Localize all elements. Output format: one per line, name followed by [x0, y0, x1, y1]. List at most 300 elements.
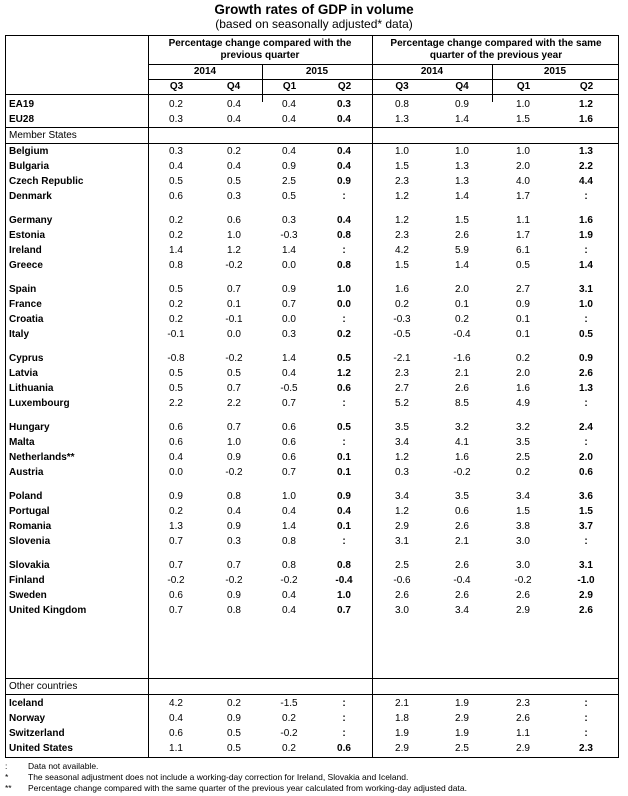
cell-value: 1.7	[516, 191, 530, 202]
cell-value: 1.0	[337, 284, 351, 295]
cell-value: -0.2	[280, 728, 298, 739]
footnote-text: Data not available.	[28, 761, 99, 771]
cell-value: 0.6	[337, 743, 351, 754]
cell-value: 1.7	[516, 230, 530, 241]
year-header: 2014	[420, 66, 444, 77]
cell-value: 0.4	[337, 215, 351, 226]
cell-value: 2.7	[516, 284, 530, 295]
footnote-text: The seasonal adjustment does not include a working-day correction for Ireland, Slovakia and Iceland.	[28, 772, 409, 782]
table-row	[6, 144, 618, 159]
cell-value: 0.5	[169, 368, 183, 379]
row-label: Spain	[9, 284, 37, 295]
cell-value: 2.9	[516, 605, 530, 616]
cell-value: 0.6	[455, 506, 469, 517]
cell-value: 5.9	[455, 245, 469, 256]
cell-value: 0.2	[395, 299, 409, 310]
cell-value: 0.8	[227, 491, 241, 502]
table-row	[6, 741, 618, 756]
cell-value: 1.1	[516, 728, 530, 739]
cell-value: 3.6	[579, 491, 593, 502]
cell-value: 2.6	[579, 605, 593, 616]
cell-value: 1.2	[395, 452, 409, 463]
cell-value: 3.2	[516, 422, 530, 433]
section-rule	[6, 127, 618, 128]
cell-value: 3.1	[579, 284, 593, 295]
cell-value: 3.4	[455, 605, 469, 616]
cell-value: 0.4	[169, 713, 183, 724]
row-label: Hungary	[9, 422, 50, 433]
cell-value: 0.4	[337, 161, 351, 172]
cell-value: 2.2	[579, 161, 593, 172]
table-row	[6, 504, 618, 519]
cell-value: 2.6	[455, 590, 469, 601]
cell-value: 0.5	[227, 176, 241, 187]
row-label: Sweden	[9, 590, 47, 601]
cell-value: 0.6	[227, 215, 241, 226]
row-label: Poland	[9, 491, 43, 502]
table-row	[6, 450, 618, 465]
cell-value: 1.6	[455, 452, 469, 463]
cell-value: 0.9	[455, 99, 469, 110]
footnote	[5, 772, 619, 783]
cell-value: 2.2	[227, 398, 241, 409]
cell-value: 2.1	[455, 368, 469, 379]
cell-value: 0.4	[282, 99, 296, 110]
row-label: Ireland	[9, 245, 42, 256]
cell-value: 0.4	[227, 161, 241, 172]
cell-value: 0.6	[169, 728, 183, 739]
cell-value: 0.6	[169, 590, 183, 601]
cell-value: -0.3	[280, 230, 298, 241]
cell-value: 0.0	[282, 260, 296, 271]
cell-value: 4.2	[169, 698, 183, 709]
cell-value: 3.5	[516, 437, 530, 448]
cell-value: 0.5	[337, 353, 351, 364]
cell-value: 2.3	[395, 176, 409, 187]
cell-value: 8.5	[455, 398, 469, 409]
quarter-header: Q4	[455, 81, 469, 92]
cell-value: 0.3	[227, 536, 241, 547]
cell-value: :	[342, 536, 346, 547]
cell-value: 0.5	[227, 728, 241, 739]
quarter-header: Q1	[516, 81, 531, 92]
cell-value: 2.6	[455, 230, 469, 241]
cell-value: 0.8	[337, 260, 351, 271]
cell-value: -0.5	[280, 383, 298, 394]
table-row	[6, 696, 618, 711]
cell-value: 0.1	[337, 452, 351, 463]
cell-value: :	[584, 191, 588, 202]
table-row	[6, 573, 618, 588]
cell-value: 1.9	[395, 728, 409, 739]
cell-value: 1.2	[579, 99, 593, 110]
cell-value: 0.2	[282, 743, 296, 754]
cell-value: 0.2	[455, 314, 469, 325]
cell-value: :	[584, 728, 588, 739]
table-row	[6, 534, 618, 549]
cell-value: 1.0	[579, 299, 593, 310]
cell-value: 1.5	[455, 215, 469, 226]
cell-value: 0.3	[169, 114, 183, 125]
row-label: France	[9, 299, 42, 310]
table-row	[6, 258, 618, 273]
cell-value: 2.0	[455, 284, 469, 295]
cell-value: 0.2	[516, 467, 530, 478]
row-label: United Kingdom	[9, 605, 87, 616]
cell-value: -0.6	[393, 575, 411, 586]
cell-value: :	[584, 713, 588, 724]
cell-value: 0.2	[169, 215, 183, 226]
cell-value: 0.3	[282, 215, 296, 226]
cell-value: 3.2	[455, 422, 469, 433]
cell-value: 1.2	[395, 506, 409, 517]
cell-value: 2.1	[455, 536, 469, 547]
cell-value: 1.2	[395, 191, 409, 202]
cell-value: 0.5	[282, 191, 296, 202]
cell-value: 2.3	[516, 698, 530, 709]
cell-value: 3.1	[395, 536, 409, 547]
cell-value: 0.2	[169, 506, 183, 517]
cell-value: 4.0	[516, 176, 530, 187]
table-row	[6, 489, 618, 504]
cell-value: 1.0	[337, 590, 351, 601]
cell-value: 0.9	[227, 452, 241, 463]
cell-value: 1.9	[455, 698, 469, 709]
cell-value: 2.5	[282, 176, 296, 187]
cell-value: -1.5	[280, 698, 298, 709]
cell-value: 0.8	[282, 560, 296, 571]
group-header-previous-year: Percentage change compared with the same quarter of the previous year	[390, 38, 602, 61]
cell-value: 1.0	[227, 230, 241, 241]
cell-value: 2.3	[579, 743, 593, 754]
page-title: Growth rates of GDP in volume	[214, 2, 414, 17]
header-rule	[6, 94, 618, 95]
cell-value: 1.3	[455, 161, 469, 172]
cell-value: -0.1	[167, 329, 185, 340]
cell-value: -1.0	[577, 575, 595, 586]
row-label: Croatia	[9, 314, 44, 325]
cell-value: 2.6	[516, 590, 530, 601]
table-row	[6, 112, 618, 127]
cell-value: 0.6	[337, 383, 351, 394]
cell-value: -0.3	[393, 314, 411, 325]
table-row	[6, 588, 618, 603]
cell-value: -0.4	[453, 329, 471, 340]
cell-value: 0.4	[227, 506, 241, 517]
table-row	[6, 282, 618, 297]
table-row	[6, 726, 618, 741]
row-label: EU28	[9, 114, 35, 125]
table-row	[6, 243, 618, 258]
section-label: Other countries	[9, 681, 78, 692]
cell-value: 2.9	[455, 713, 469, 724]
cell-value: 0.4	[337, 114, 351, 125]
cell-value: 0.5	[169, 176, 183, 187]
footnote-symbol: *	[5, 772, 9, 782]
cell-value: 5.2	[395, 398, 409, 409]
cell-value: :	[584, 245, 588, 256]
row-label: Slovenia	[9, 536, 51, 547]
table-row	[6, 366, 618, 381]
group-header-previous-quarter: Percentage change compared with the previous quarter	[168, 38, 352, 61]
cell-value: 0.8	[282, 536, 296, 547]
cell-value: 0.8	[337, 230, 351, 241]
cell-value: :	[342, 728, 346, 739]
cell-value: 0.1	[455, 299, 469, 310]
cell-value: 0.9	[227, 713, 241, 724]
cell-value: 1.9	[579, 230, 593, 241]
cell-value: 0.0	[227, 329, 241, 340]
cell-value: 4.1	[455, 437, 469, 448]
year-header: 2014	[193, 66, 217, 77]
cell-value: 1.0	[516, 99, 530, 110]
year-header: 2015	[305, 66, 329, 77]
cell-value: 1.4	[282, 353, 296, 364]
cell-value: 3.0	[395, 605, 409, 616]
cell-value: 1.4	[579, 260, 593, 271]
cell-value: 0.3	[282, 329, 296, 340]
row-label: Norway	[9, 713, 46, 724]
cell-value: :	[342, 314, 346, 325]
cell-value: 0.4	[227, 114, 241, 125]
cell-value: 2.6	[455, 521, 469, 532]
cell-value: 4.2	[395, 245, 409, 256]
cell-value: 0.1	[516, 329, 530, 340]
cell-value: 1.4	[282, 245, 296, 256]
footnote-symbol: **	[5, 783, 12, 793]
cell-value: 0.0	[337, 299, 351, 310]
row-label: Italy	[9, 329, 30, 340]
cell-value: -2.1	[393, 353, 411, 364]
cell-value: 1.5	[516, 114, 530, 125]
cell-value: 2.6	[455, 560, 469, 571]
cell-value: 2.9	[395, 743, 409, 754]
cell-value: 1.3	[455, 176, 469, 187]
row-label: Slovakia	[9, 560, 50, 571]
section-label: Member States	[9, 130, 77, 141]
cell-value: -0.2	[225, 353, 243, 364]
cell-value: 1.6	[579, 215, 593, 226]
cell-value: 0.6	[169, 422, 183, 433]
cell-value: 0.0	[282, 314, 296, 325]
cell-value: 2.5	[516, 452, 530, 463]
quarter-header: Q1	[282, 81, 297, 92]
quarter-header: Q2	[579, 81, 594, 92]
cell-value: 2.5	[455, 743, 469, 754]
cell-value: 3.8	[516, 521, 530, 532]
cell-value: 0.9	[227, 590, 241, 601]
header-rule	[148, 64, 618, 65]
cell-value: 0.6	[282, 437, 296, 448]
cell-value: 2.6	[579, 368, 593, 379]
cell-value: 4.4	[579, 176, 593, 187]
cell-value: :	[342, 713, 346, 724]
section-rule	[6, 678, 618, 679]
cell-value: 2.4	[579, 422, 593, 433]
cell-value: 3.4	[516, 491, 530, 502]
cell-value: 1.4	[282, 521, 296, 532]
cell-value: 2.9	[579, 590, 593, 601]
row-label: Malta	[9, 437, 35, 448]
cell-value: 2.3	[395, 230, 409, 241]
cell-value: 3.0	[516, 536, 530, 547]
cell-value: 0.7	[227, 383, 241, 394]
cell-value: 0.4	[337, 506, 351, 517]
row-label: Romania	[9, 521, 52, 532]
cell-value: 0.5	[227, 743, 241, 754]
cell-value: -1.6	[453, 353, 471, 364]
table-row	[6, 465, 618, 480]
quarter-header: Q2	[337, 81, 352, 92]
cell-value: 0.9	[516, 299, 530, 310]
cell-value: 0.8	[395, 99, 409, 110]
cell-value: 0.3	[227, 191, 241, 202]
cell-value: 0.8	[227, 605, 241, 616]
cell-value: 0.5	[337, 422, 351, 433]
cell-value: 0.3	[337, 99, 351, 110]
cell-value: 1.5	[395, 260, 409, 271]
table-row	[6, 351, 618, 366]
cell-value: 0.2	[169, 299, 183, 310]
cell-value: 2.1	[395, 698, 409, 709]
cell-value: 1.6	[516, 383, 530, 394]
cell-value: 0.4	[169, 452, 183, 463]
cell-value: 0.5	[169, 383, 183, 394]
cell-value: 0.6	[282, 452, 296, 463]
row-label: Lithuania	[9, 383, 54, 394]
table-row	[6, 228, 618, 243]
cell-value: -0.4	[335, 575, 353, 586]
row-label: United States	[9, 743, 73, 754]
cell-value: 2.6	[516, 713, 530, 724]
cell-value: -0.4	[453, 575, 471, 586]
cell-value: 3.4	[395, 437, 409, 448]
cell-value: -0.2	[453, 467, 471, 478]
cell-value: -0.2	[167, 575, 185, 586]
cell-value: 0.2	[516, 353, 530, 364]
cell-value: 2.3	[395, 368, 409, 379]
cell-value: 2.9	[395, 521, 409, 532]
cell-value: 0.9	[282, 161, 296, 172]
cell-value: 0.2	[337, 329, 351, 340]
cell-value: 1.5	[395, 161, 409, 172]
cell-value: -0.8	[167, 353, 185, 364]
cell-value: 1.0	[395, 146, 409, 157]
cell-value: :	[342, 698, 346, 709]
row-label: Latvia	[9, 368, 38, 379]
cell-value: 2.6	[395, 590, 409, 601]
cell-value: 0.4	[282, 368, 296, 379]
cell-value: 3.0	[516, 560, 530, 571]
cell-value: 0.7	[282, 398, 296, 409]
cell-value: 0.4	[282, 114, 296, 125]
cell-value: 1.9	[455, 728, 469, 739]
cell-value: :	[584, 698, 588, 709]
cell-value: 0.4	[169, 161, 183, 172]
cell-value: 1.1	[169, 743, 183, 754]
cell-value: 0.4	[282, 590, 296, 601]
cell-value: 0.4	[282, 605, 296, 616]
row-label: Greece	[9, 260, 43, 271]
cell-value: 3.1	[579, 560, 593, 571]
cell-value: 2.2	[169, 398, 183, 409]
cell-value: 1.4	[169, 245, 183, 256]
cell-value: -0.2	[225, 260, 243, 271]
cell-value: 1.2	[227, 245, 241, 256]
cell-value: 2.9	[516, 743, 530, 754]
cell-value: 3.5	[395, 422, 409, 433]
row-label: Cyprus	[9, 353, 44, 364]
table-row	[6, 174, 618, 189]
cell-value: 0.9	[282, 284, 296, 295]
row-label: Iceland	[9, 698, 44, 709]
cell-value: 1.6	[395, 284, 409, 295]
cell-value: 2.0	[516, 161, 530, 172]
cell-value: :	[584, 398, 588, 409]
cell-value: 1.4	[455, 191, 469, 202]
cell-value: :	[342, 437, 346, 448]
table-row	[6, 519, 618, 534]
table-row	[6, 159, 618, 174]
cell-value: 0.8	[169, 260, 183, 271]
cell-value: 1.3	[395, 114, 409, 125]
cell-value: 0.2	[227, 698, 241, 709]
cell-value: 0.4	[282, 146, 296, 157]
row-label: EA19	[9, 99, 35, 110]
cell-value: 0.5	[169, 284, 183, 295]
cell-value: 1.4	[455, 260, 469, 271]
cell-value: 0.2	[169, 314, 183, 325]
cell-value: 0.5	[516, 260, 530, 271]
row-label: Germany	[9, 215, 53, 226]
cell-value: 0.7	[282, 299, 296, 310]
header-rule	[148, 79, 618, 80]
cell-value: 0.2	[227, 146, 241, 157]
footnote-symbol: :	[5, 761, 8, 771]
cell-value: 0.5	[579, 329, 593, 340]
cell-value: 0.1	[337, 467, 351, 478]
footnote	[5, 783, 619, 794]
cell-value: :	[584, 314, 588, 325]
cell-value: 1.0	[282, 491, 296, 502]
table-row	[6, 420, 618, 435]
row-label: Bulgaria	[9, 161, 50, 172]
cell-value: 0.7	[337, 605, 351, 616]
cell-value: 0.4	[282, 506, 296, 517]
row-label: Finland	[9, 575, 45, 586]
cell-value: 3.5	[455, 491, 469, 502]
cell-value: 0.4	[337, 146, 351, 157]
cell-value: 1.2	[395, 215, 409, 226]
cell-value: 1.2	[337, 368, 351, 379]
cell-value: 0.7	[169, 560, 183, 571]
table-row	[6, 558, 618, 573]
quarter-header: Q4	[226, 81, 241, 92]
cell-value: 1.3	[579, 383, 593, 394]
cell-value: -0.2	[280, 575, 298, 586]
row-label: Czech Republic	[9, 176, 84, 187]
cell-value: 0.7	[227, 560, 241, 571]
table-row	[6, 396, 618, 411]
cell-value: 0.6	[282, 422, 296, 433]
table-row	[6, 711, 618, 726]
row-label: Belgium	[9, 146, 49, 157]
cell-value: 0.6	[579, 467, 593, 478]
cell-value: 0.4	[227, 99, 241, 110]
cell-value: 0.7	[282, 467, 296, 478]
footnote-text: Percentage change compared with the same quarter of the previous year calculated from working-day adjusted data.	[28, 783, 467, 793]
cell-value: 0.2	[282, 713, 296, 724]
